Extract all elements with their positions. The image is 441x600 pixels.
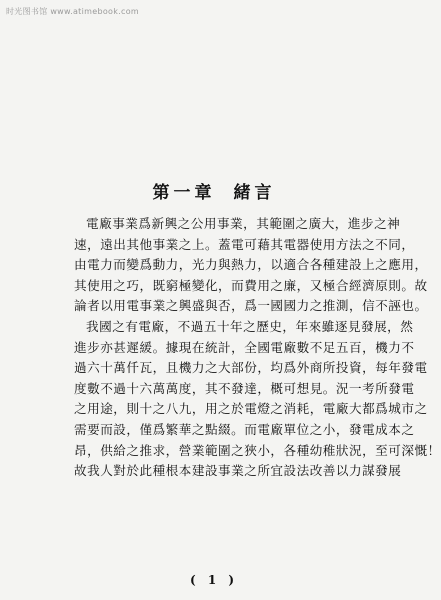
text-line: 度數不過十六萬萬度，其不發達，概可想見。況一考所發電 — [74, 380, 415, 396]
paragraph-1 — [74, 214, 428, 317]
text-line: 故我人對於此種根本建設事業之所宜設法改善以力謀發展 — [74, 463, 402, 479]
text-line: 速，遠出其他事業之上。蓋電可藉其電器使用方法之不同， — [74, 236, 415, 252]
text-line: 由電力而變爲動力，光力與熱力，以適合各種建設上之應用， — [74, 257, 428, 273]
chapter-title: 緒言 — [233, 183, 276, 203]
text-line: 過六十萬仟瓦，且機力之大部份，均爲外商所投資，每年發電 — [74, 360, 428, 376]
paragraph-2 — [74, 317, 441, 482]
text-line: 進步亦甚遲緩。據現在統計，全國電廠數不足五百，機力不 — [74, 339, 415, 355]
text-line: 需要而設，僅爲繁華之點綴。而電廠單位之小，發電成本之 — [74, 421, 415, 437]
text-line: 我國之有電廠，不過五十年之歷史，年來雖逐見發展，然 — [86, 318, 414, 334]
chapter-heading — [0, 178, 428, 203]
page-number: ( 1 ) — [189, 573, 239, 587]
text-line: 其使用之巧，既窮極變化，而費用之廉，又極合經濟原則。故 — [74, 277, 428, 293]
body-text — [74, 214, 441, 482]
chapter-label: 第一章 — [152, 183, 216, 203]
text-line: 論者以用電事業之興盛與否，爲一國國力之推測，信不誣也。 — [74, 298, 428, 314]
text-line: 電廠事業爲新興之公用事業，其範圍之廣大，進步之神 — [86, 216, 401, 231]
watermark: 时光图书馆 www.atimebook.com — [6, 7, 139, 16]
text-line: 昂，供給之推求，營業範圍之狹小，各種幼稚狀況，至可深慨！ — [74, 442, 441, 458]
text-line: 之用途，則十之八九，用之於電燈之消耗，電廠大都爲城市之 — [74, 401, 428, 417]
